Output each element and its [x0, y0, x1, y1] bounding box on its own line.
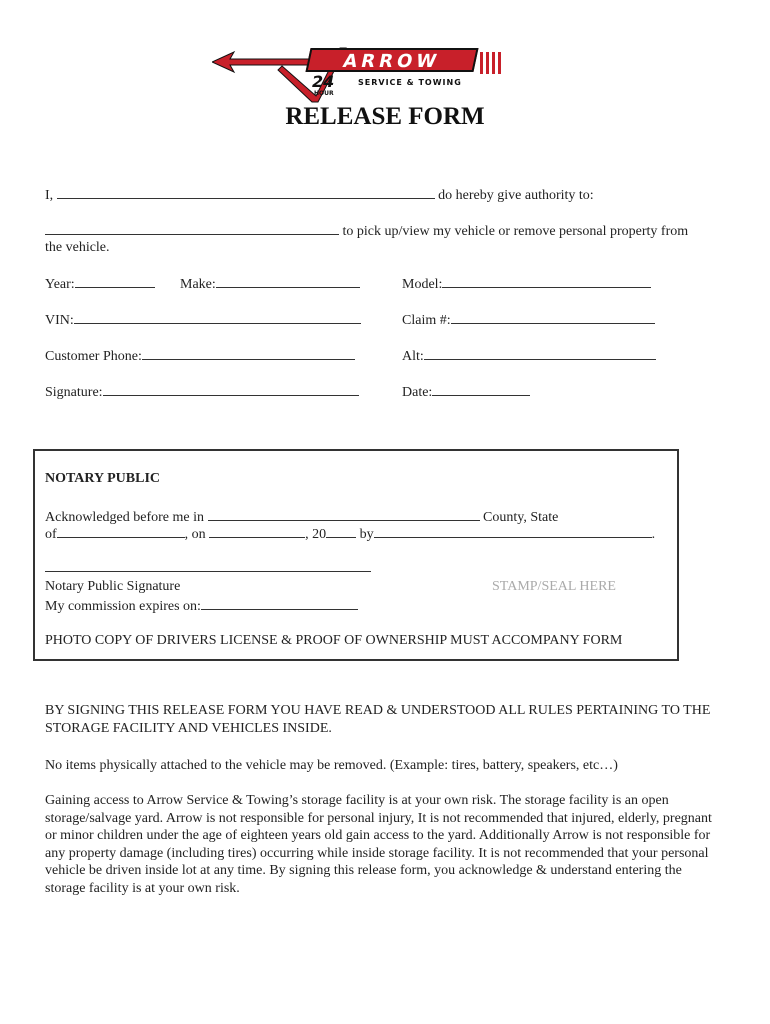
make-field[interactable] [216, 274, 360, 288]
commission-row [45, 596, 358, 615]
twenty-text: , 20 [305, 527, 327, 542]
ack-prefix: Acknowledged before me in [45, 510, 204, 525]
access-paragraph: Gaining access to Arrow Service & Towing’s storage facility is at your own risk. The storage facility is an open storage/salvage yard. Arrow is not responsible for personal injury, It is not recommended that injured, elderly, pregnant or minor children under the age of eighteen years old gain access to the yard. Additionally Arrow is not responsible for any property damage (including tires) occurring while inside storage facility. It is not recommended that your personal vehicle be driven inside lot at any time. By signing this release form, you acknowledge & understand entering the storage facility is at your own risk. [45, 793, 712, 896]
notary-heading: NOTARY PUBLIC [45, 471, 161, 486]
make-label: Make: [180, 277, 216, 292]
notary-by-field[interactable] [374, 524, 652, 538]
county-state-text: County, State [483, 510, 559, 525]
claim-row [402, 310, 655, 329]
signature-label: Signature: [45, 385, 103, 400]
claim-field[interactable] [451, 310, 655, 324]
alt-label: Alt: [402, 349, 424, 364]
year-row [45, 274, 155, 293]
vin-label: VIN: [45, 313, 74, 328]
vin-field[interactable] [74, 310, 361, 324]
authority-line [45, 185, 594, 204]
county-field[interactable] [208, 507, 480, 521]
rules-paragraph: BY SIGNING THIS RELEASE FORM YOU HAVE READ & UNDERSTOOD ALL RULES PERTAINING TO THE STORAGE FACILITY AND VEHICLES INSIDE. [45, 703, 711, 736]
by-text: by [359, 527, 374, 542]
year-field[interactable] [75, 274, 155, 288]
give-authority-text: do hereby give authority to: [438, 188, 594, 203]
notary-signature-line[interactable] [45, 571, 371, 572]
claim-label: Claim #: [402, 313, 451, 328]
commission-field[interactable] [201, 596, 358, 610]
no-items-paragraph: No items physically attached to the vehicle may be removed. (Example: tires, battery, speakers, etc…) [45, 758, 618, 773]
alt-row [402, 346, 656, 365]
authorized-person-field[interactable] [45, 221, 339, 235]
year-label: Year: [45, 277, 75, 292]
model-field[interactable] [442, 274, 651, 288]
commission-label: My commission expires on: [45, 599, 201, 614]
i-prefix: I, [45, 188, 54, 203]
alt-field[interactable] [424, 346, 656, 360]
on-text: , on [184, 527, 206, 542]
customer-phone-label: Customer Phone: [45, 349, 142, 364]
logo-24: 24 [312, 72, 335, 91]
date-row [402, 382, 530, 401]
stamp-seal-placeholder: STAMP/SEAL HERE [492, 579, 616, 594]
vin-row [45, 310, 361, 329]
phone-row [45, 346, 355, 365]
make-row [180, 274, 360, 293]
state-field[interactable] [57, 524, 185, 538]
period-text: . [651, 527, 656, 542]
ack-line-2 [45, 524, 655, 543]
logo-tagline: SERVICE & TOWING [358, 78, 462, 87]
year-suffix-field[interactable] [326, 524, 356, 538]
signature-field[interactable] [103, 382, 359, 396]
photo-copy-notice: PHOTO COPY OF DRIVERS LICENSE & PROOF OF OWNERSHIP MUST ACCOMPANY FORM [45, 633, 623, 648]
logo-hour: HOUR [314, 90, 334, 97]
pickup-text-cont: the vehicle. [45, 240, 110, 255]
date-field[interactable] [432, 382, 530, 396]
model-label: Model: [402, 277, 443, 292]
company-logo [212, 44, 502, 106]
customer-phone-field[interactable] [142, 346, 355, 360]
of-text: of [45, 527, 57, 542]
notary-date-field[interactable] [209, 524, 305, 538]
pickup-text: to pick up/view my vehicle or remove personal property from [342, 224, 689, 239]
logo-wordmark: ARROW [305, 48, 478, 72]
date-label: Date: [402, 385, 433, 400]
signature-row [45, 382, 359, 401]
model-row [402, 274, 651, 293]
grantor-name-field[interactable] [57, 185, 435, 199]
notary-signature-label: Notary Public Signature [45, 579, 181, 594]
pickup-line [45, 221, 688, 240]
page-title: RELEASE FORM [285, 103, 485, 130]
